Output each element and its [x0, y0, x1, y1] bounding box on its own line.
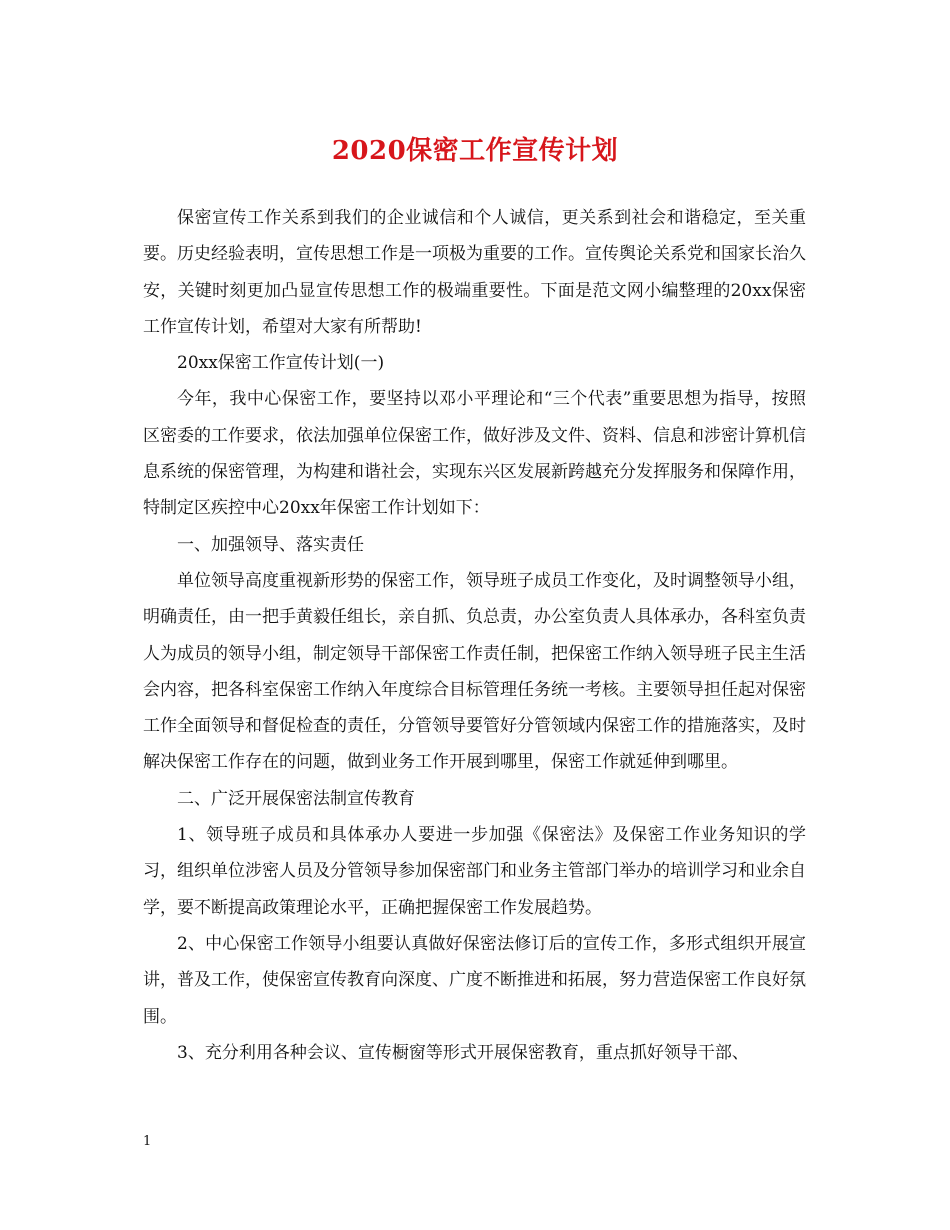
document-body [143, 200, 806, 1071]
document-title: 2020保密工作宣传计划 [331, 136, 619, 166]
opening-paragraph: 今年，我中心保密工作，要坚持以邓小平理论和“三个代表”重要思想为指导，按照区密委的工作要求，依法加强单位保密工作，做好涉及文件、资料、信息和涉密计算机信息系统的保密管理，为构建和谐社会，实现东兴区发展新跨越充分发挥服务和保障作用，特制定区疾控中心20xx年保密工作计划如下： [143, 389, 806, 519]
section-heading-2: 二、广泛开展保密法制宣传教育 [177, 788, 415, 809]
section-2-item-2: 2、中心保密工作领导小组要认真做好保密法修订后的宣传工作，多形式组织开展宣讲，普及工作，使保密宣传教育向深度、广度不断推进和拓展，努力营造保密工作良好氛围。 [143, 933, 806, 1027]
plan-heading: 20xx保密工作宣传计划(一) [177, 353, 385, 374]
section-heading-1: 一、加强领导、落实责任 [177, 534, 364, 555]
section-2-item-1: 1、领导班子成员和具体承办人要进一步加强《保密法》及保密工作业务知识的学习，组织单位涉密人员及分管领导参加保密部门和业务主管部门举办的培训学习和业余自学，要不断提高政策理论水平，正确把握保密工作发展趋势。 [143, 825, 806, 918]
section-1-paragraph: 单位领导高度重视新形势的保密工作，领导班子成员工作变化，及时调整领导小组，明确责任，由一把手黄毅任组长，亲自抓、负总责，办公室负责人具体承办，各科室负责人为成员的领导小组，制定领导干部保密工作责任制，把保密工作纳入领导班子民主生活会内容，把各科室保密工作纳入年度综合目标管理任务统一考核。主要领导担任起对保密工作全面领导和督促检查的责任，分管领导要管好分管领域内保密工作的措施落实，及时解决保密工作存在的问题，做到业务工作开展到哪里，保密工作就延伸到哪里。 [143, 570, 806, 773]
page-number: 1 [143, 1134, 152, 1149]
intro-paragraph: 保密宣传工作关系到我们的企业诚信和个人诚信，更关系到社会和谐稳定，至关重要。历史经验表明，宣传思想工作是一项极为重要的工作。宣传舆论关系党和国家长治久安，关键时刻更加凸显宣传思想工作的极端重要性。下面是范文网小编整理的20xx保密工作宣传计划，希望对大家有所帮助! [143, 208, 806, 337]
section-2-item-3: 3、充分利用各种会议、宣传橱窗等形式开展保密教育，重点抓好领导干部、 [177, 1042, 749, 1063]
